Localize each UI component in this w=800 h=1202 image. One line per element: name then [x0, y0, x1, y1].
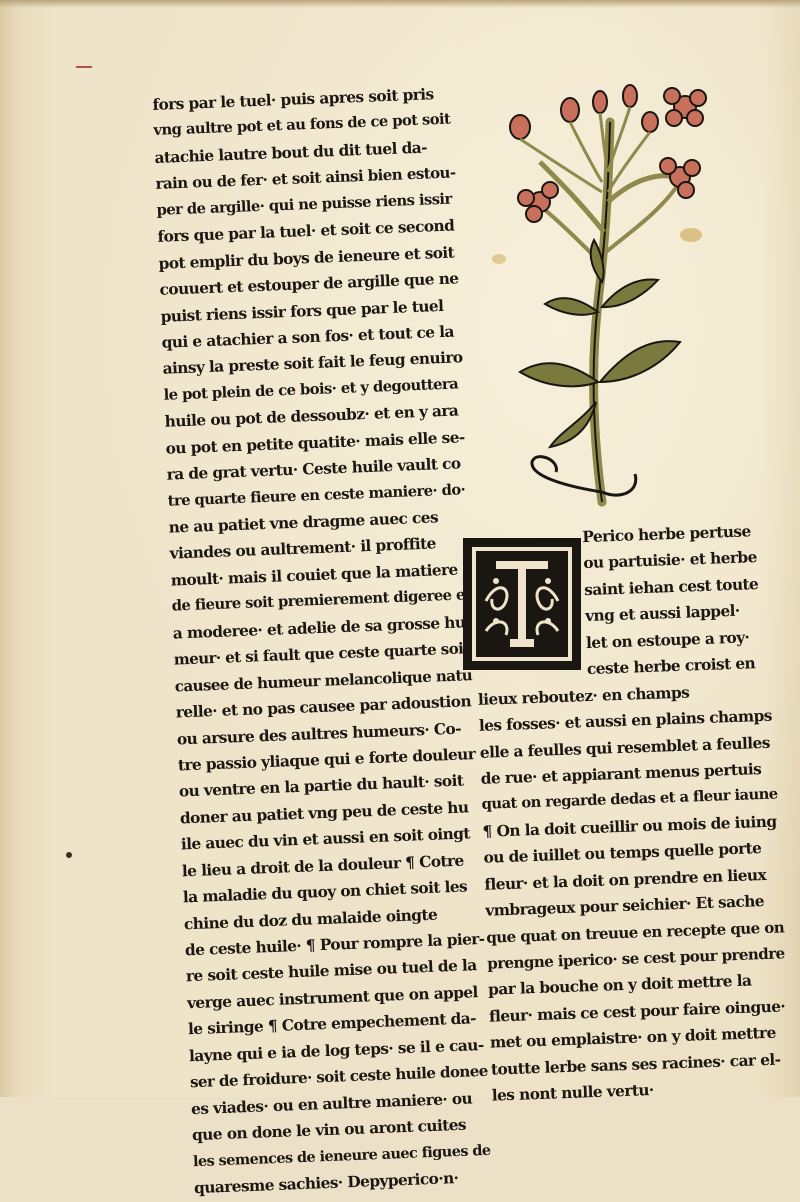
text-line: causee de humeur melancolique natu — [174, 665, 473, 696]
text-line: let on estoupe a roy· — [585, 628, 750, 652]
plant-leaf — [520, 363, 598, 386]
text-line: fors que par la tuel· et soit ce second — [157, 216, 455, 247]
margin-spot — [66, 852, 72, 858]
text-line: fleur· et la doit on prendre en lieux — [484, 865, 767, 894]
text-line: ou pot en petite quatite· mais elle se- — [165, 427, 465, 458]
text-line: ou ventre en la partie du hault· soit — [178, 771, 464, 801]
text-line: les semences de ieneure auec figues de — [192, 1141, 491, 1170]
text-line: saint iehan cest toute — [583, 574, 759, 599]
flower-bud-icon — [510, 85, 658, 139]
text-line: per de argille· qui ne puisse riens issir — [156, 190, 452, 219]
plant-leaf — [550, 402, 596, 447]
text-line: tre quarte fieure en ceste maniere· do· — [167, 480, 466, 510]
section-heading-line: quaresme sachies· Depyperico·n· — [193, 1168, 459, 1198]
text-line: relle· et no pas causee par adoustion — [175, 692, 472, 722]
text-line: meur· et si fault que ceste quarte soit — [173, 639, 470, 669]
plant-leaf — [545, 298, 598, 315]
text-line: puist riens issir fors que par le tuel — [160, 296, 444, 326]
text-line: ser de froidure· soit ceste huile donee — [189, 1062, 489, 1092]
text-line: huile ou pot de dessoubz· et en y ara — [164, 401, 459, 431]
text-line: ainsy la preste soit fait le feug enuiro — [162, 348, 463, 379]
text-line: rain ou de fer· et soit ainsi bien estou- — [155, 163, 456, 194]
text-line: fors par le tuel· puis apres soit pris — [152, 85, 434, 114]
text-line: ne au patiet vne dragme auec ces — [168, 508, 439, 537]
text-line: ou de iuillet ou temps quelle porte — [483, 839, 762, 868]
text-line: de fieure soit premierement digeree et — [171, 586, 472, 615]
text-line: le pot plein de ce bois· et y degouttera — [163, 375, 459, 404]
hypericum-woodcut-illustration — [490, 82, 715, 512]
text-line: prengne iperico· se cest pour prendre — [486, 944, 785, 973]
text-line: a moderee· et adelie de sa grosse hu- — [172, 612, 472, 643]
text-line: quat on regarde dedas et a fleur iaune — [481, 785, 778, 814]
red-margin-mark — [76, 66, 92, 68]
text-line: la maladie du quoy on chiet soit les — [182, 877, 468, 907]
text-line: moult· mais il couiet que la matiere — [170, 560, 459, 590]
flower-icon — [664, 88, 706, 126]
text-line: tre passio yliaque qui e forte douleur — [177, 745, 476, 775]
text-line: toutte lerbe sans ses racines· car el- — [490, 1050, 781, 1079]
text-line: pot emplir du boys de ieneure et soit — [158, 243, 455, 273]
page-top-edge — [0, 0, 800, 8]
text-line: vmbrageux pour seichier· Et sache — [485, 892, 765, 920]
text-line: qui e atachier a son fos· et tout ce la — [161, 322, 455, 352]
text-line: ra de grat vertu· Ceste huile vault co — [166, 454, 461, 484]
text-line: es viades· ou en aultre maniere· ou — [190, 1089, 473, 1118]
text-line: les nont nulle vertu· — [491, 1081, 654, 1105]
text-line: le lieu a droit de la douleur ¶ Cotre — [181, 851, 464, 881]
text-line: ile auec du vin et aussi en soit oingt — [180, 824, 471, 854]
text-line: viandes ou aultrement· il proffite — [169, 534, 437, 564]
text-line: re soit ceste huile mise ou tuel de la — [185, 956, 477, 986]
text-line: le siringe ¶ Cotre empechement da- — [187, 1009, 477, 1039]
text-line: layne qui e ia de log teps· se il e cau- — [188, 1035, 484, 1066]
plant-root — [532, 457, 636, 496]
text-line: elle a feulles qui resemblet a feulles — [479, 733, 771, 762]
text-line: lieux reboutez· en champs — [477, 683, 690, 709]
text-line: met ou emplaistre· on y doit mettre — [489, 1024, 777, 1052]
right-text-column — [472, 518, 792, 1110]
text-line: par la bouche on y doit mettre la — [487, 971, 752, 1000]
text-line: de rue· et appiarant menus pertuis — [480, 759, 762, 788]
text-line: doner au patiet vng peu de ceste hu — [179, 798, 469, 828]
plant-leaf — [602, 279, 658, 307]
text-line: les fosses· et aussi en plains champs — [478, 706, 773, 735]
text-line: fleur· mais ce cest pour faire oingue· — [488, 997, 786, 1026]
text-line: couuert et estouper de argille que ne — [159, 269, 459, 299]
text-line: vng et aussi lappel· — [584, 602, 740, 626]
text-line: que quat on treuue en recepte que on — [485, 917, 785, 947]
text-line: ou arsure des aultres humeurs· Co- — [176, 719, 462, 749]
text-line: atachie lautre bout du dit tuel da- — [154, 138, 428, 167]
text-line: ou partuisie· et herbe — [582, 548, 758, 573]
text-line: verge auec instrument que on appel — [186, 983, 479, 1013]
text-line: Perico herbe pertuse — [582, 522, 751, 547]
text-line: ceste herbe croist en — [586, 654, 756, 679]
plant-leaf — [600, 341, 680, 382]
text-line: de ceste huile· ¶ Pour rompre la pier- — [184, 929, 485, 960]
text-line: vng aultre pot et au fons de ce pot soit — [153, 111, 451, 140]
left-text-column — [152, 80, 494, 1201]
text-line: ¶ On la doit cueillir ou mois de iuing — [482, 812, 777, 841]
text-line: que on done le vin ou aront cuites — [191, 1115, 467, 1145]
text-line: chine du doz du malaide oingte — [183, 905, 438, 933]
